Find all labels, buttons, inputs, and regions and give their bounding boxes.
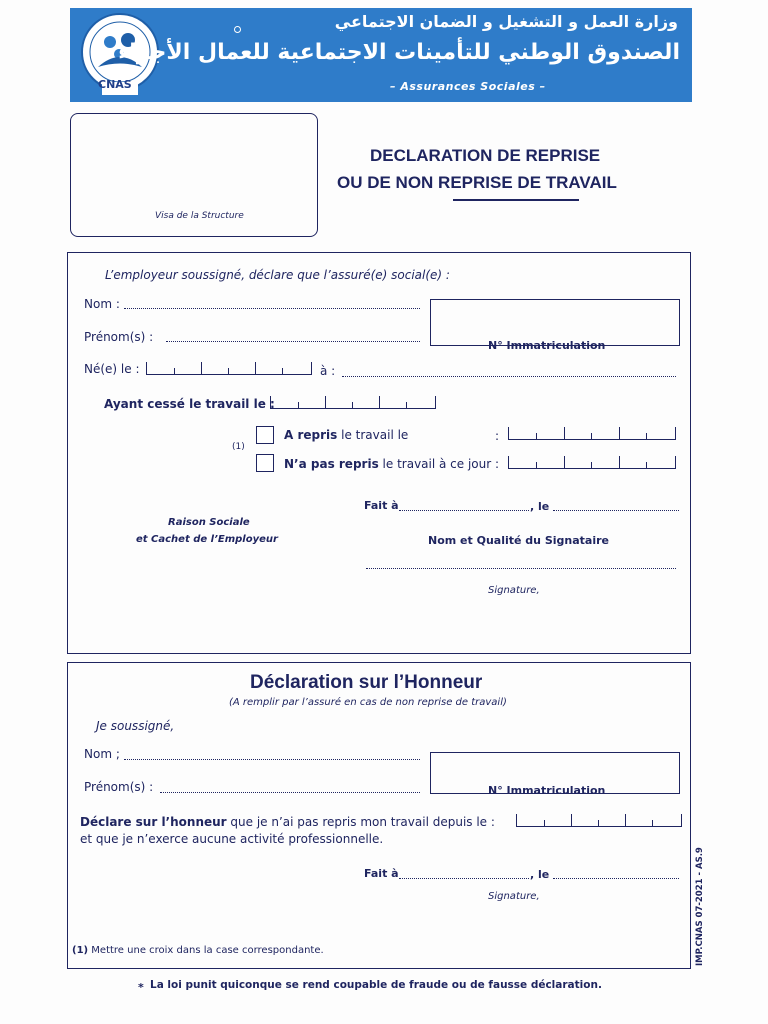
cessation-date-field[interactable] [270,396,436,409]
date-le-field[interactable] [553,510,679,511]
honour-fait-a-label: Fait à [364,867,399,880]
footnote: (1) Mettre une croix dans la case correspondante. [72,945,324,956]
honour-nom-field[interactable] [124,759,420,760]
honour-subtitle: (A remplir par l’assuré en cas de non reprise de travail) [229,697,507,708]
nom-field[interactable] [124,308,420,309]
birth-place-label: à : [320,364,336,378]
honour-date-le-label: , le [530,868,550,881]
star-icon: * [138,981,144,994]
raison-sociale-label: Raison Sociale [168,517,250,528]
honour-title: Déclaration sur l’Honneur [250,672,483,693]
prenom-field[interactable] [166,341,420,342]
honour-date-le-field[interactable] [553,878,679,879]
repris-checkbox[interactable] [256,426,274,444]
non-repris-date-field[interactable] [508,456,676,469]
honour-immat-line-left [430,793,482,794]
note-reference: (1) [232,442,245,452]
visa-label: Visa de la Structure [155,211,244,221]
nom-label: Nom : [84,297,120,311]
cessation-date-label: Ayant cessé le travail le : [104,397,275,411]
date-le-label: , le [530,500,550,513]
form-title-line2: OU DE NON REPRISE DE TRAVAIL [337,173,617,192]
prenom-label: Prénom(s) : [84,330,154,344]
honour-prenom-field[interactable] [160,792,420,793]
declare-line2: et que je n’exerce aucune activité professionnelle. [80,832,384,846]
non-repris-label: N’a pas repris le travail à ce jour : [284,457,500,471]
declare-text: Déclare sur l’honneur que je n’ai pas repris mon travail depuis le : [80,815,495,829]
honour-immatriculation-label: N° Immatriculation [488,784,606,797]
signataire-field[interactable] [366,568,676,569]
honour-signature-label: Signature, [488,891,540,902]
fraud-notice: La loi punit quiconque se rend coupable de fraude ou de fausse déclaration. [150,979,602,991]
birth-place-field[interactable] [342,376,676,377]
signataire-label: Nom et Qualité du Signataire [428,534,609,547]
ministry-name-arabic: وزارة العمل و التشغيل و الضمان الاجتماعي [334,12,678,31]
honour-immat-line-right [626,793,680,794]
signature-label: Signature, [488,585,540,596]
form-reference-code: IMP.CNAS 07-2021 - AS.9 [695,847,705,966]
immatriculation-label: N° Immatriculation [488,339,606,352]
non-repris-checkbox[interactable] [256,454,274,472]
honour-nom-label: Nom ; [84,747,120,761]
honour-date-field[interactable] [516,814,682,827]
cachet-employeur-label: et Cachet de l’Employeur [136,534,278,545]
repris-colon: : [495,429,500,443]
immat-line-left [430,345,482,346]
form-title-line1: DECLARATION DE REPRISE [370,146,601,165]
repris-date-field[interactable] [508,427,676,440]
assurances-sociales-subtitle: – Assurances Sociales – [390,80,546,93]
birth-date-label: Né(e) le : [84,362,140,376]
immat-line-right [626,345,680,346]
registered-mark [234,26,241,33]
honour-fait-a-field[interactable] [399,878,529,879]
fait-a-field[interactable] [399,510,529,511]
fait-a-label: Fait à [364,499,399,512]
title-underline [453,199,579,201]
logo-text: CNAS [98,78,132,91]
cnas-name-arabic: الصندوق الوطني للتأمينات الاجتماعية للعمال الأجراء [118,40,680,65]
honour-prenom-label: Prénom(s) : [84,780,154,794]
birth-date-field[interactable] [146,362,312,375]
repris-label: A repris le travail le [284,428,409,442]
employer-intro: L’employeur soussigné, déclare que l’assuré(e) social(e) : [105,268,450,282]
je-soussigne-label: Je soussigné, [96,719,175,733]
